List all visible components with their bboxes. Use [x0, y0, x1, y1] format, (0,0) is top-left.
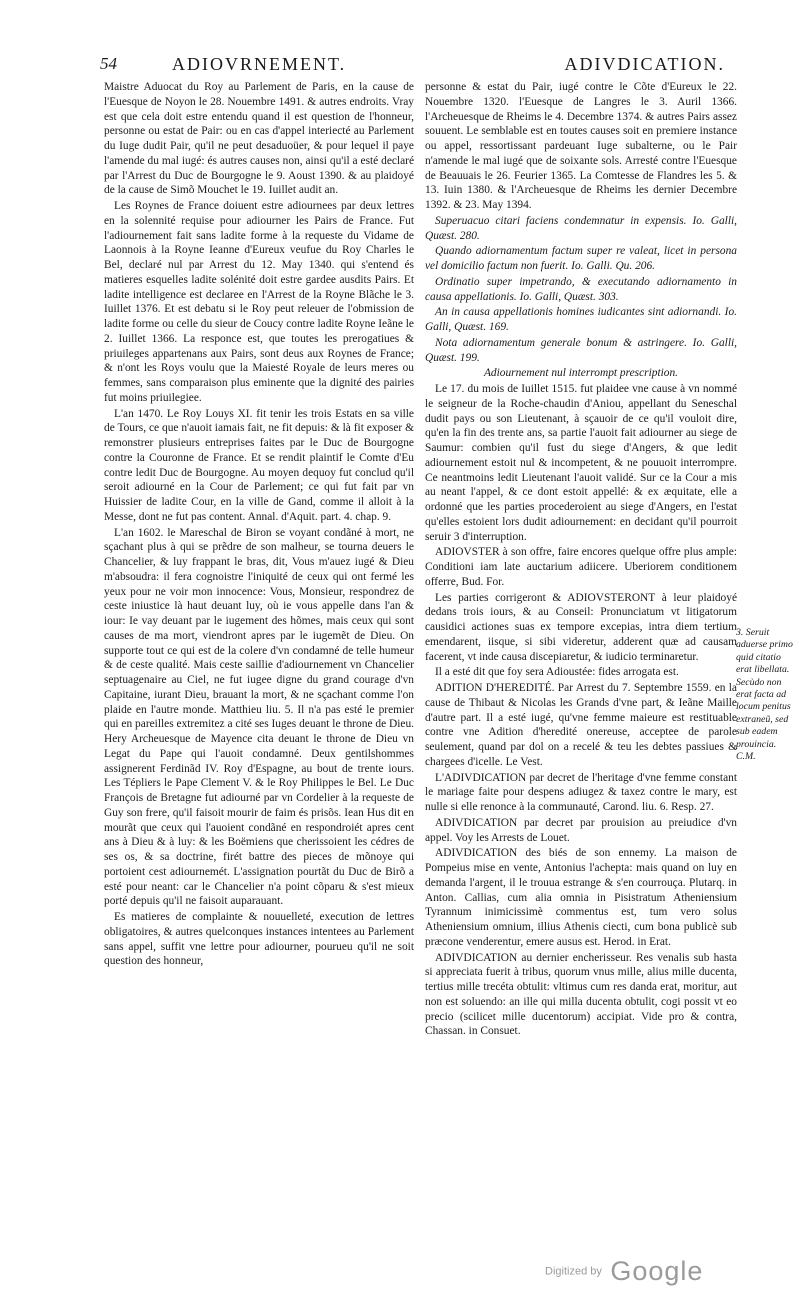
- watermark-prefix: Digitized by: [545, 1265, 602, 1278]
- paragraph: Les Roynes de France doiuent estre adiournees par deux lettres en la solennité requise pour adiourner les Pairs de France. Fut l'adiournement fait sans ladite forme à la requeste du Vidame de Laonnois à la Royne Ieanne d'Eureux veufue du Roy Charles le Bel, declaré nul par Arrest du 12. May 1340. qui s'entend és matieres esquelles ladite solénité doit estre gardee ausdits Pairs. Et ladite intelligence est declaree en l'Arrest de la Royne Blãche le 3. Iuillet 1376. Et est debatu si le Roy peut releuer de l'obmission de ladite forme ou celle du sieur de Coucy contre ladite Royne Ieãne le 2. Iuillet 1366. La responce est, que toutes les prerogatiues & priuileges appartenans aux Pairs, sont deus aux Roynes de France; & n'ont les Roys voulu que la Maiesté Royale de leurs meres ou femmes, sans comparaison plus eminente que la dignité des pairies fut moins priuilegiee.: [104, 200, 414, 404]
- latin-note: Quando adiornamentum factum super re valeat, licet in persona vel domicilio factum non fuerit. Io. Galli. Qu. 206.: [425, 245, 737, 272]
- paragraph: Il a esté dit que foy sera Adioustée: fides arrogata est.: [435, 666, 679, 679]
- entry-adiudication: ADIVDICATION des biés de son ennemy. La maison de Pompeius mise en vente, Antonius l'achepta: mais quand on luy en demanda l'argent, il le trouua estrange & s'en courrouça. Plutarq. in Anton. Callias, cum alia omnia in Pisistratum Atheniensium Tyrannum inimicissimè commentus est, tum vero solus Atheniensium omnium, illius Athenis ciecti, cum bona publicè sub præcone venderentur, emere ausus est. Herod. in Erat.: [425, 847, 737, 948]
- paragraph: L'an 1602. le Mareschal de Biron se voyant condãné à mort, ne sçachant plus à qui se prẽdre de son malheur, se tourna deuers le Chancelier, & luy frappant le bras, dit, Vous m'auez iugé & Dieu m'absoudra: il fera cognoistre l'iniquité de ceux qui ont fermé les yeux pour ne voir mon innocence: Vous, Monsieur, respondrez de ceste iniustice là haut deuant luy, où ie vous appelle dans l'an & iour: Ie vay deuant par le iugement des hõmes, mais ceux qui sont causes de ma mort, viendront apres par le iugemẽt de Dieu. On supporte tout ce qui est de la colere d'vn condamné de telle humeur & de ceste qualité. Mais ceste saillie d'adiournement vn Chancelier septuagenaire au Ciel, ne fut iugee digne du grand courage d'vn Capitaine, iurant Dieu, brauant la mort, & ne sçachant comme l'on plaide en l'autre monde. Matthieu liu. 5. Il n'a pas esté le premier qui en pareilles extremitez a cité ses Iuges deuant le throne de Dieu. Hery Archeuesque de Mayence cita deuant le throne de Dieu vn Legat du Pape qui l'auoit condamné. Deux gentilshommes assignerent Ferdinãd IV. Roy d'Espagne, au bout de trente iours. Les Tépliers le Pape Clement V. & le Roy Philippes le Bel. Le Duc François de Bretagne fut adiourné par vn Cordelier à la requeste de Guy son frere, qu'il faisoit mourir de faim és prisõs. Iean Hus dit en mourãt que ceux qui l'auoient condãné en respondroiét apres cent ans à Dieu & à luy: & les Boëmiens que cherissoient les cédres de ses os, & sa doctrine, firét battre des pieces de mõnoye qui portoient cest adiournemét. L'assignation pourtãt du Duc de Birõ a esté pour neant: car le Chancelier n'a point cõparu & s'est mieux porté depuis qu'il ne faisoit auparauant.: [104, 526, 414, 908]
- page-number: 54: [100, 54, 117, 73]
- entry-adiouster: ADIOVSTER à son offre, faire encores quelque offre plus ample: Conditioni iam late auctarium adiicere. Uberiorem conditionem offerre, Bud. For.: [425, 546, 737, 588]
- running-head-left: ADIOVRNEMENT.: [172, 54, 347, 74]
- digitized-by-google-watermark: [545, 1256, 703, 1287]
- latin-note: Nota adiornamentum generale bonum & astringere. Io. Galli, Quæst. 199.: [425, 336, 737, 364]
- paragraph: Es matieres de complainte & nouuelleté, execution de lettres obligatoires, & autres quelconques instances intentees au Parlement sans appel, suffit vne lettre pour adiourner, pourueu qu'il ne soit question des honneur,: [104, 911, 414, 968]
- latin-note: Ordinatio super impetrando, & executando adiornamento in causa appellationis. Io. Galli, Quæst. 303.: [425, 275, 737, 303]
- google-logo: Google: [610, 1256, 704, 1286]
- margin-note: 3. Seruit aduerse primo quid citatio erat libellata. Secùdo non erat facta ad locum penitus extraneũ, sed sub eadem prouincia. C.M.: [736, 627, 793, 763]
- paragraph: Les parties corrigeront & ADIOVSTERONT à leur plaidoyé dedans trois iours, & au Conseil: Pronunciatum vt litigatorum causidici actiones suas ex tempore excepias, intra diem tertium emendarent, iisque, si sibi videretur, adderent quæ ad causam facerent, vt inde causa discepiaretur, & iudicio terminaretur.: [425, 591, 737, 663]
- paragraph: personne & estat du Pair, iugé contre le Cõte d'Eureux le 22. Nouembre 1320. l'Euesque de Langres le 3. Auril 1366. l'Archeuesque de Rheims le 4. Decembre 1374. & autres Pairs assez souuent. Le semblable est en toutes causes soit en premiere instance ou appel, ressortissant pardeuant Iuge subalterne, ou le Pair n'amende le mal iugé que de soixante sols. Arresté contre l'Euesque de Beauuais le 26. Feurier 1365. La Comtesse de Flandres les 5. & 13. Iuin 1380. & l'Archeuesque de Rheims les dernier Decembre 1392. & 23. May 1394.: [425, 81, 737, 211]
- paragraph: L'an 1470. Le Roy Louys XI. fit tenir les trois Estats en sa ville de Tours, ce que n'auoit iamais fait, ne fit depuis: & là fit exposer & remonstrer plusieurs entreprises faites par le Duc de Bourgogne contre la Couronne de France. Et se rendit plaintif le Comte d'Eu contre ledit Duc de Bourgogne. Au moyen dequoy fut conclud qu'il seroit adiourné en la Cour de Parlement; ce qui fut fait par vn Huissier de ladite Cour, en la ville de Gand, comme il alloit à la Messe, dont ne fut pas content. Annal. d'Aquit. part. 4. chap. 9.: [104, 407, 414, 523]
- paragraph: Maistre Aduocat du Roy au Parlement de Paris, en la cause de l'Euesque de Noyon le 28. Nouembre 1491. & autres endroits. Vray est que cela doit estre entendu quand il est question de l'honneur, personne ou estat de Pair: ou en cas d'appel interiecté au Parlement du Iuge dudit Pair, qu'il ne peut desaduoüer, & pour lequel il paye l'amende du mal iugé: és autres causes non, ainsi qu'il a esté declaré par l'Arrest du Duc de Bourgogne le 9. Aoust 1390. & au plaidoyé de la cause de Simõ Mouchet le 19. Iuillet audit an.: [104, 81, 414, 197]
- entry-adition: ADITION D'HEREDITÉ. Par Arrest du 7. Septembre 1559. en la cause de Thibaut & Nicolas les Grands d'vne part, & Ieãne Maille d'autre part. Il a esté iugé, qu'vne femme maieure est restituable contre vne Adition d'heredité onereuse, acceptee de parole seulement, quand par dol on a recelé & teu les debtes passiues & chargees d'icelle. Le Vest.: [425, 682, 737, 768]
- right-column: [425, 80, 737, 1040]
- latin-note: Superuacuo citari faciens condemnatur in expensis. Io. Galli, Quæst. 280.: [425, 214, 737, 242]
- entry-adiudication: L'ADIVDICATION par decret de l'heritage d'vne femme constant le mariage faite pour despens adiugez & taxez contre le mary, est nulle si elle renonce à la communauté, Carond. liu. 6. Resp. 27.: [425, 771, 737, 813]
- paragraph: Le 17. du mois de Iuillet 1515. fut plaidee vne cause à vn nommé le seigneur de la Roche-chaudin d'Aniou, appellant du Seneschal dudit pays ou son Lieutenant, à sçauoir de ce qu'il vouloit dire, qu'en la fin des trente ans, sa partie l'auoit fait adiourner au siege de Saumur: combien qu'il fust du siege d'Angers, & que ledit adiournement estoit nul & incompetent, & ne pouuoit interrompre. Ce neantmoins ledit Lieutenant l'auoit validé. Sur ce la Cour a mis au neant l'appel, & ce dont estoit appellé: & ex æquitate, elle a ordonné que les parties procederoient au siege d'Angers, en l'estat qu'elles estoient lors dudit adiournement: en decidant qu'il pourroit seruir 3 d'interruption.: [425, 383, 737, 543]
- left-column: [104, 80, 414, 970]
- section-heading: Adiournement nul interrompt prescription.: [483, 367, 679, 380]
- entry-adiudication: ADIVDICATION par decret par prouision au preiudice d'vn appel. Voy les Arrests de Louet.: [425, 816, 737, 844]
- entry-adiudication: ADIVDICATION au dernier encherisseur. Res venalis sub hasta si appreciata fuerit à tribus, quorum vnus mille, alius mille ducenta, tertius mille trecéta obtulit: vltimus cum res danda erat, moritur, aut non est soluendo: an ille qui milla ducenta obtulit, cogi possit vt eo precio (scilicet mille ducentorum) accipiat. Vide pro & contra, Chassan. in Consuet.: [425, 951, 737, 1038]
- running-head-right: ADIVDICATION.: [564, 54, 725, 74]
- latin-note: An in causa appellationis homines iudicantes sint adiornandi. Io. Galli, Quæst. 169.: [425, 306, 737, 333]
